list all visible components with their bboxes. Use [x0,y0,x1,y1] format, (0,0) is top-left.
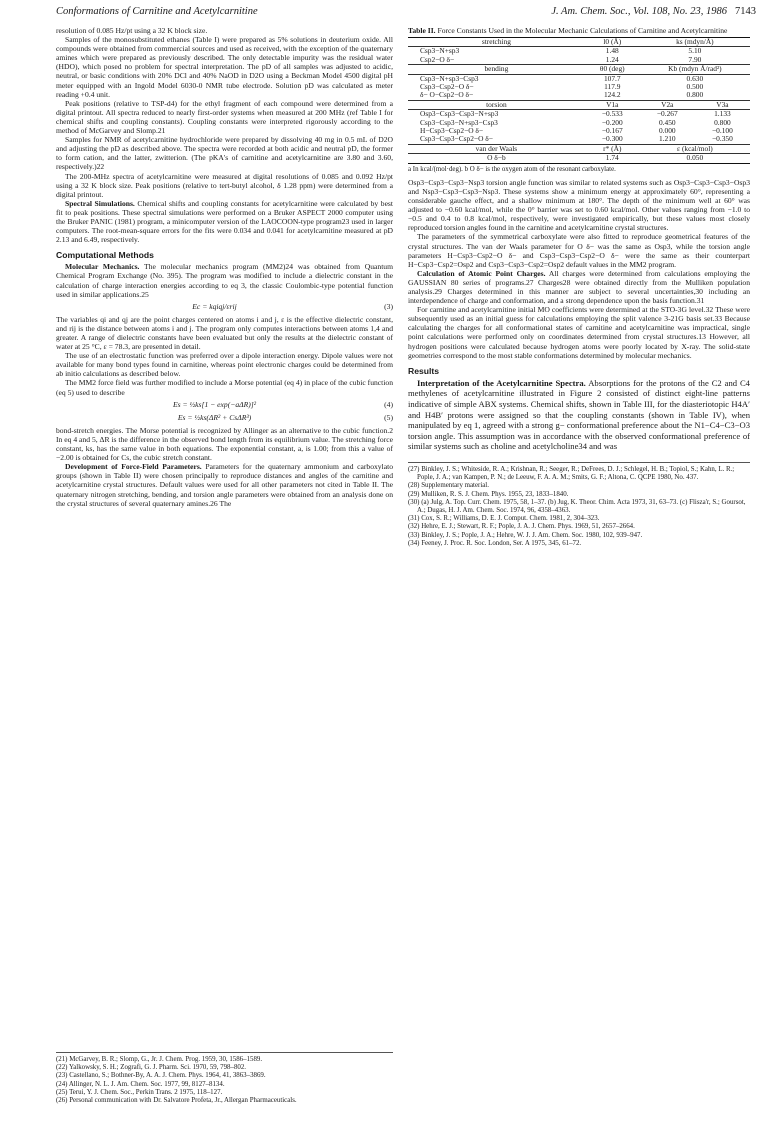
equation-number: (5) [384,412,393,422]
references-right [408,462,750,548]
table-cell: 0.800 [714,117,731,127]
table-header-row [408,65,750,74]
paragraph [56,199,393,244]
paragraph-text: Absorptions for the protons of the C2 and C4 methylenes of acetylcarnitine illustrated in Figure 2 consisted of distinct eight-line patterns indicative of simple ABX systems. Chemical shifts, shown in Table III, for the diasteriotopic H4A′ and H4B′ protons were assigned so that the coupling constants (shown in Table IV), when manipulated by eq 1, agreed with a strong g− conformational preference about the N1−C4−C3−O3 torsion angle. This assumption was in accordance with the observed conformational preference of similar systems such as choline and acetylcholine34 and was [408,377,750,452]
header-cell: l0 (Å) [585,38,640,47]
table-cell: 1.74 [585,154,640,163]
table-cell: −0.167 [601,126,623,136]
table-cell: Csp3−Csp2−O δ− [420,82,474,92]
reference: (31) Cox, S. R.; Williams, D. E. J. Comput. Chem. 1981, 2, 304–323. [408,515,600,523]
table-cell: Csp2−O δ− [420,54,455,64]
table-caption-text: Force Constants Used in the Molecular Mechanic Calculations of Carnitine and Acetylcarnitine [435,26,728,35]
run-in-heading: Molecular Mechanics. [65,262,140,272]
header-cell: V3a [695,100,750,109]
paragraph: The MM2 force field was further modified to include a Morse potential (eq 4) in place of the cubic function (eq 5) used to describe [56,378,393,397]
table-cell: 1.133 [714,109,731,119]
table-cell: 107.7 [603,73,621,83]
paragraph: Samples for NMR of acetylcarnitine hydrochloride were prepared by dissolving 40 mg in 0.5 mL of D2O and adjusting the pD as described above. The spectra were recorded at both acidic and neutral pD, the former to form cation, and the latter, zwitterion. (The pKA's of carnitine and acetylcarnitine are 3.80 and 3.60, respectively.)22 [56,135,393,172]
reference: (25) Terui, Y. J. Chem. Soc., Perkin Trans. 2 1975, 118–127. [56,1088,223,1096]
paragraph [408,378,750,452]
equation-4 [56,400,393,409]
paragraph: The variables qi and qj are the point charges centered on atoms i and j, ε is the effective dielectric constant, and rij is the distance between atoms i and j. The program only computes interactions between atoms 1,4 and greater. A range of dielectric constants have been evaluated but only the results at the dielectric constant of water at 25 °C, ε = 78.3, are presented in detail. [56,314,393,352]
table-cell: −0.300 [601,134,623,144]
table-cell: O δ−b [408,154,585,163]
table-cell: 7.90 [688,54,702,64]
table-cell: −0.200 [601,117,623,127]
reference: (24) Allinger, N. L. J. Am. Chem. Soc. 1977, 99, 8127–8134. [56,1080,225,1088]
table-cell: −0.350 [712,134,733,144]
section-heading: Computational Methods [56,250,154,261]
table-cell: 0.500 [686,82,704,92]
paragraph: Samples of the monosubstituted ethanes (Table I) were prepared as 5% solutions in deuterium oxide. All compounds were obtained from commercial sources and used as received, with the exception of the quaternary amines which were prepared as previously described. The only detectable impurity was the residual water (HDO), which posed no problem for spectral interpretation. The pD of all samples was adjusted to acidic, neutral, or basic conditions with 20% DCl and 40% NaOD in D2O using a Beckman Model 4500 digital pH meter equipped with an Ingold Model 6030-0 NMR tube electrode. Solution pD was calculated as meter reading +0.4 unit. [56,35,393,99]
table-cell: 1.48 [605,46,619,56]
table-row [408,91,750,100]
header-cell: θ0 (deg) [585,65,640,74]
section-heading: Results [408,365,440,376]
table-footnote: a In kcal/(mol·deg). b O δ− is the oxygen atom of the resonant carboxylate. [408,165,616,173]
table-cell: δ− O−Csp2−O δ− [420,90,474,100]
table-cell: 0.000 [658,126,676,136]
paragraph: bond-stretch energies. The Morse potential is recognized by Allinger as an alternative to the cubic function.2 In eq 4 and 5, ΔR is the difference in the observed bond length from its equilibrium value. The stretching force constant, ks, has the same value in both equations. The exponential constant, a, is 1.00; from this a value of −2.00 is obtained for Cs, the cubic stretch constant. [56,425,393,463]
header-cell: Kb (mdyn Å/rad²) [640,65,750,74]
table-cell: −0.100 [712,126,733,136]
reference: (29) Mulliken, R. S. J. Chem. Phys. 1955, 23, 1833–1840. [408,490,569,498]
force-constants-table [408,37,750,164]
references-left [56,1052,393,1105]
header-cell: ε (kcal/mol) [640,144,750,153]
running-title: Conformations of Carnitine and Acetylcarnitine [56,6,258,17]
header-cell: ks (mdyn/Å) [640,38,750,47]
equation-body: Es = ½ks[1 − exp(−aΔR)]² [172,399,257,409]
reference: (21) McGarvey, B. R.; Slomp, G., Jr. J. Chem. Prog. 1959, 30, 1586–1589. [56,1056,263,1063]
reference: (28) Supplementary material. [408,482,489,490]
table-cell: 0.050 [640,154,750,163]
reference: (32) Hehre, E. J.; Stewart, R. F.; Pople, J. A. J. Chem. Phys. 1969, 51, 2657–2664. [408,523,635,531]
table-cell: 1.24 [605,54,619,64]
page-number: 7143 [735,6,756,17]
reference: (22) Yalkowsky, S. H.; Zografi, G. J. Pharm. Sci. 1970, 59, 798–802. [56,1064,246,1072]
header-cell: torsion [408,100,585,109]
paragraph-text: All charges were determined from calculations employing the GAUSSIAN 80 series of programs.27 Charges28 were obtained directly from the Mulliken population analysis.29 Charges determined in this manner are subject to several uncertainties,30 including an interdependence of charge and conformation, and a strong dependence upon the basis function.31 [408,268,750,306]
equation-number: (3) [384,301,393,311]
header-cell: bending [408,65,585,74]
paragraph: The use of an electrostatic function was preferred over a dipole interaction energy. Dipole values were not available for many bond types found in carnitine, whereas point electronic charges could be determined from ab initio calculations as described below. [56,351,393,379]
equation-3 [56,302,393,311]
paragraph [56,462,393,507]
reference: (23) Castellano, S.; Bothner-By, A. A. J. Chem. Phys. 1964, 41, 3863–3869. [56,1072,266,1080]
left-column [56,26,393,508]
table-cell: Csp3−N+sp3−Csp3 [420,73,479,83]
paragraph-text: The molecular mechanics program (MM2)24 was obtained from Quantum Chemical Program Exchange (No. 395). The program was modified to include a dielectric constant in the calculation of charge interaction energies according to eq 3, the classic Coulombic-type potential function used in similar applications.25 [56,262,394,299]
reference: (27) Binkley, J. S.; Whiteside, R. A.; Krishnan, R.; Seeger, R.; DeFrees, D. J.; Schlegel, H. B.; Topiol, S.; Kahn, L. R.; Pople, J. A.; van Kampen, P. N.; de Leeuw, F. A. A. M.; Smits, G. F.; Altona, C. QCPE 1980, No. 437. [408,466,735,482]
table-caption [408,26,750,35]
table-cell: 1.210 [658,134,676,144]
paragraph-text: Chemical shifts and coupling constants for acetylcarnitine were calculated by best fit to peak positions. These spectral simulations were performed on a Bruker ASPECT 2000 computer using the Bruker PANIC (1981) program, a minicomputer version of the LAOCOON-type program23 used in larger computers. The root-mean-square errors for the fits were 0.034 and 0.041 for acetylcarnitine measured at pD 2.13 and 6.49, respectively. [56,198,394,245]
table-cell: −0.267 [656,109,678,119]
reference: (30) (a) Julg, A. Top. Curr. Chem. 1975, 58, 1–37. (b) Jug, K. Theor. Chim. Acta 1973, 31, 63–73. (c) Flisza'r, S.; Goursot, A.; Dugas, H. J. Am. Chem. Soc. 1974, 96, 4358–4363. [408,498,746,515]
header-cell: V1a [585,100,640,109]
equation-number: (4) [384,399,393,409]
header-cell: stretching [408,38,585,47]
header-cell: V2a [640,100,695,109]
paragraph: Osp3−Csp3−Csp3−Nsp3 torsion angle function was similar to related systems such as Osp3−Csp3−Csp3−Osp3 and Nsp3−Csp3−Csp3−Nsp3. These systems show a minimum energy at approximately 60°, representing a considerable gauche effect, and a shallow minimum at 180°. The depth of the minimum well at 60° was adjusted to −0.60 kcal/mol, while the 0° barrier was set to 0.60 kcal/mol. Other values ranging from −1.0 to −0.5 and 0.4 to 0.8 kcal/mol, respectively, were investigated empirically, but these values most closely reproduced torsion angles found in the carnitine and acetylcarnitine crystal structures. [408,177,750,233]
run-in-heading: Calculation of Atomic Point Charges. [417,268,546,278]
table-cell: 124.2 [603,90,621,100]
journal-citation [551,6,756,17]
reference: (26) Personal communication with Dr. Salvatore Profeta, Jr., Allergan Pharmaceuticals. [56,1097,297,1105]
table-cell: 0.800 [686,90,704,100]
reference: (34) Feeney, J. Proc. R. Soc. London, Ser. A 1975, 345, 61–72. [408,539,582,547]
table-cell: −0.533 [601,109,623,119]
table-cell: H−Csp3−Csp2−O δ− [420,126,484,136]
table-cell: 0.450 [658,117,676,127]
table-cell: Osp3−Csp3−Csp3−N+sp3 [420,109,499,119]
run-in-heading: Development of Force-Field Parameters. [65,462,202,472]
journal-name: J. Am. Chem. Soc., Vol. 108, No. 23, 1986 [551,6,727,17]
equation-body: Ec = kqiqj/εrij [192,301,237,311]
paragraph: The 200-MHz spectra of acetylcarnitine were measured at digital resolutions of 0.085 and 0.092 Hz/pt using a 32 K block size. Peak positions (relative to tert-butyl alcohol, δ 1.28 ppm) were determined from a digital printout. [56,171,393,199]
table-cell: Csp3−N+sp3 [420,46,460,56]
equation-5 [56,413,393,422]
paragraph: The parameters of the symmetrical carboxylate were also fitted to reproduce geometrical features of the crystal structures. The van der Waals parameter for O δ− was the same as Osp3, while the torsion angle parameters H−Csp3−Csp2−O δ− and Csp3−Csp3−Csp2−O δ− were the same as their counterpart H−Csp3−Csp2=Osp2 and Csp3−Csp3−Csp2=Osp2 default values in the MM2 program. [408,232,750,269]
table-cell: 5.10 [688,46,702,56]
header-cell: r* (Å) [585,144,640,153]
table-cell: 117.9 [604,82,621,92]
table-cell: 0.630 [686,73,704,83]
paragraph: Peak positions (relative to TSP-d4) for the ethyl fragment of each compound were determined from a digital printout. All spectra reduced to nearly first-order systems when measured at 200 MHz (ref Table I for chemical shifts and coupling constants). Coupling constants were interpreted rigorously according to the method of McGarvey and Slomp.21 [56,98,393,136]
table-label: Table II. [408,26,436,35]
paragraph-text: Parameters for the quaternary ammonium and carboxylato groups (shown in Table II) were chosen principally to reproduce distances and angles of the carnitine and acetylcarnitine crystal structures. Default values were used for all other parameters not cited in Table II. The quaternary nitrogen stretching, bending, and torsion angle parameters were obtained from an analysis done on the crystal structures of several quaternary amines.26 The [56,462,393,508]
paragraph: resolution of 0.085 Hz/pt using a 32 K block size. [56,26,208,35]
paragraph [56,262,393,298]
paragraph [408,269,750,305]
reference: (33) Binkley, J. S.; Pople, J. A.; Hehre, W. J. J. Am. Chem. Soc. 1980, 102, 939–947. [408,531,643,539]
right-column [408,26,750,548]
run-in-heading: Interpretation of the Acetylcarnitine Spectra. [417,377,586,388]
running-header [56,6,756,22]
equation-body: Es = ½ks(ΔR² + CsΔR³) [177,412,252,422]
run-in-heading: Spectral Simulations. [65,198,135,208]
table-row [408,154,750,163]
table-cell: Csp3−Csp3−N+sp3−Csp3 [420,117,498,127]
paragraph: For carnitine and acetylcarnitine initial MO coefficients were determined at the STO-3G level.32 These were subsequently used as an initial guess for calculations employing the split valence 3-21G basis set.33 Because calculating the charges for all conformational states of carnitine and acetylcarnitine was impractical, single point calculations were performed only on coordinates determined from crystal structures.13 However, all hydrogen positions were calculated because hydrogen atoms were poorly located by X-ray. The solid-state geometries correspond to the most stable conformations determined by molecular mechanics. [408,305,750,360]
table-cell: Csp3−Csp3−Csp2−O δ− [420,134,493,144]
header-cell: van der Waals [408,144,585,153]
